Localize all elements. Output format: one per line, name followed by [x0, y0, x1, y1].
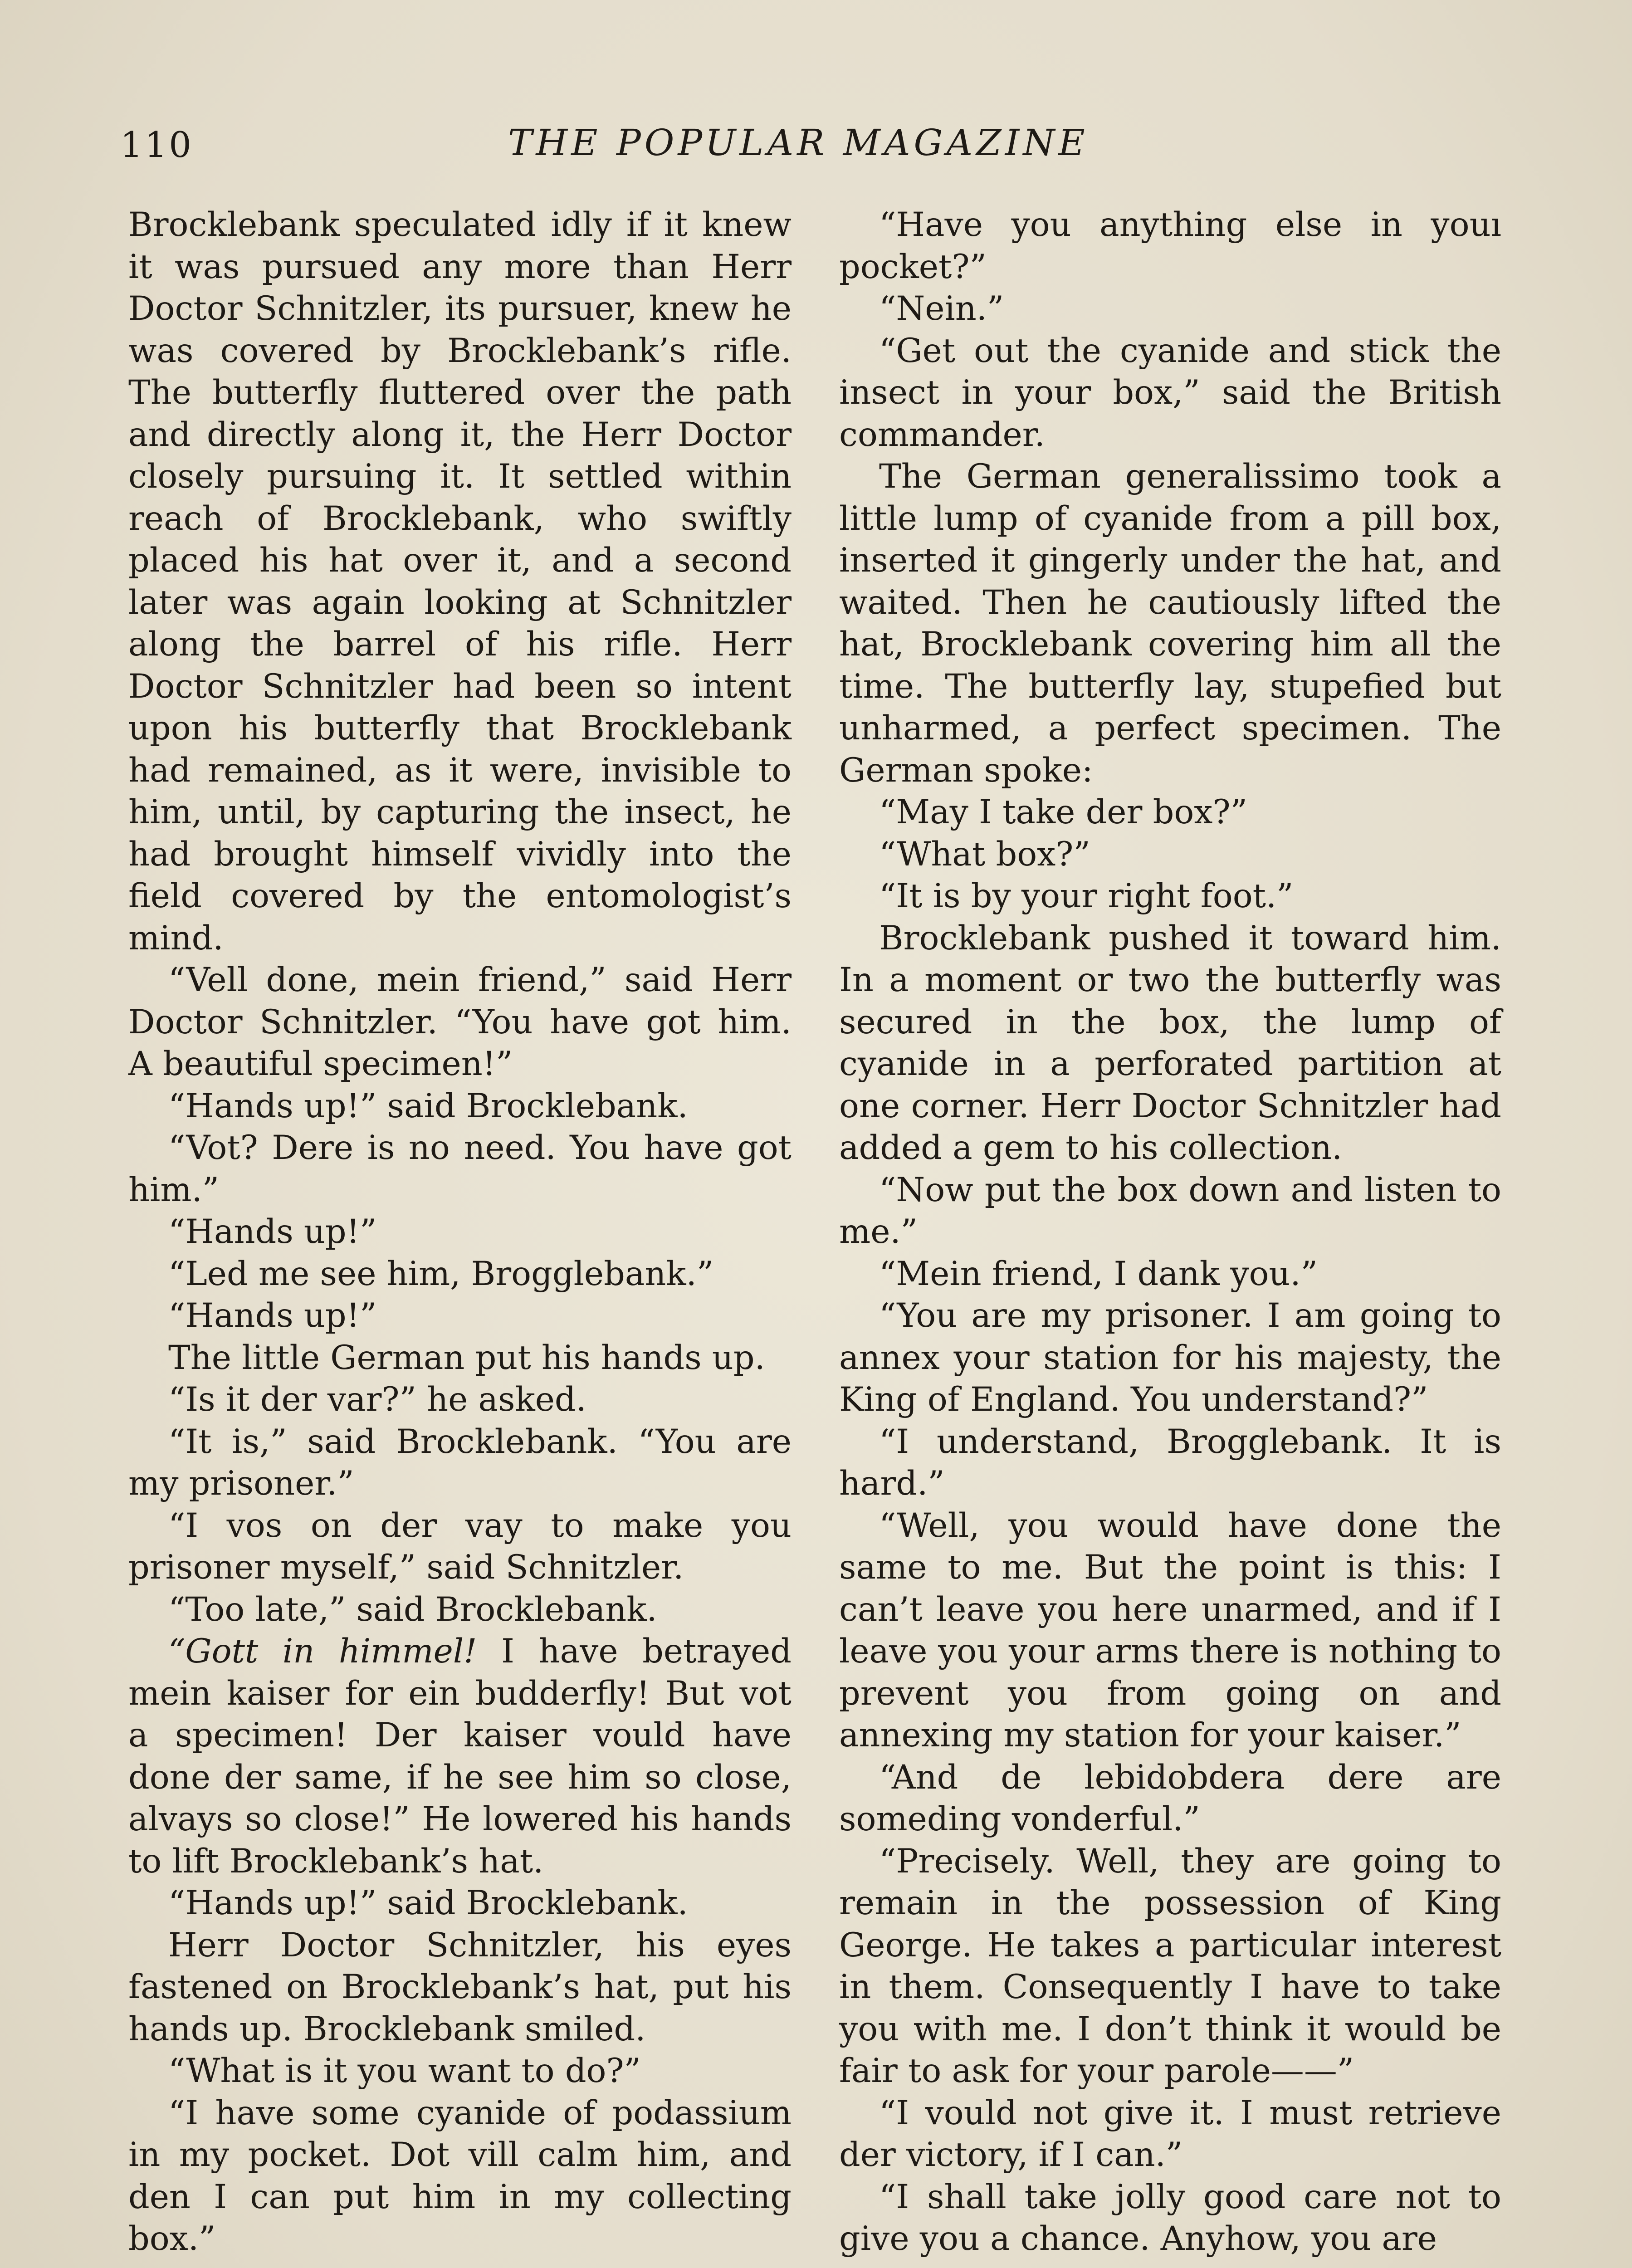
paragraph: Brocklebank speculated idly if it knew it was pursued any more than Herr Doctor Schnitzler, its pursuer, knew he was covered by Brocklebank’s rifle. The butterfly fluttered over the path and directly along it, the Herr Doctor closely pursuing it. It settled within reach of Brocklebank, who swiftly placed his hat over it, and a second later was again looking at Schnitzler along the barrel of his rifle. Herr Doctor Schnitzler had been so intent upon his butterfly that Brocklebank had remained, as it were, invisible to him, until, by capturing the insect, he had brought himself vividly into the field covered by the entomologist’s mind.	[128, 205, 792, 958]
paragraph: “It is,” said Brocklebank. “You are my prisoner.”	[128, 1422, 792, 1503]
italic-exclamation: “Gott in himmel!	[168, 1632, 477, 1671]
paragraph: “It is by your right foot.”	[879, 877, 1294, 915]
paragraph: “What is it you want to do?”	[168, 2052, 641, 2090]
running-head: THE POPULAR MAGAZINE	[508, 122, 1089, 164]
paragraph: “Hands up!”	[168, 1296, 377, 1335]
paragraph: The German generalissimo took a little lump of cyanide from a pill box, inserted it gingerly under the hat, and waited. Then he cautiously lifted the hat, Brocklebank covering him all the time. The butterfly lay, stupefied but unharmed, a perfect specimen. The German spoke:	[839, 457, 1501, 790]
paragraph: “And de lebidobdera dere are someding vonderful.”	[839, 1758, 1501, 1838]
paragraph: “May I take der box?”	[879, 793, 1247, 831]
paragraph: “Nein.”	[879, 289, 1004, 328]
paragraph: “Mein friend, I dank you.”	[879, 1254, 1318, 1293]
paragraph: “Vot? Dere is no need. You have got him.”	[128, 1129, 792, 1209]
paragraph: “Well, you would have done the same to me. But the point is this: I can’t leave you here unarmed, and if I leave you your arms there is nothing to prevent you from going on and annexing my station for your kaiser.”	[839, 1506, 1501, 1755]
paragraph: “Led me see him, Brogglebank.”	[168, 1254, 714, 1293]
paragraph-text: I have betrayed mein kaiser for ein budderfly! But vot a specimen! Der kaiser vould have done der same, if he see him so close, alvays so close!” He lowered his hands to lift Brocklebank’s hat.	[128, 1632, 792, 1881]
paragraph: “Hands up!” said Brocklebank.	[168, 1086, 688, 1125]
paragraph: Brocklebank pushed it toward him. In a moment or two the butterfly was secured in the box, the lump of cyanide in a perforated partition at one corner. Herr Doctor Schnitzler had added a gem to his collection.	[839, 919, 1501, 1167]
paragraph: Herr Doctor Schnitzler, his eyes fastened on Brocklebank’s hat, put his hands up. Brocklebank smiled.	[128, 1926, 792, 2048]
paragraph: “I understand, Brogglebank. It is hard.”	[839, 1422, 1501, 1503]
paragraph: “Vell done, mein friend,” said Herr Doctor Schnitzler. “You have got him. A beautiful specimen!”	[128, 961, 792, 1083]
paragraph: “You are my prisoner. I am going to annex your station for his majesty, the King of England. You understand?”	[839, 1296, 1501, 1419]
paragraph: “I shall take jolly good care not to give you a chance. Anyhow, you are	[839, 2177, 1501, 2258]
page-number: 110	[120, 125, 193, 166]
paragraph: “Now put the box down and listen to me.”	[839, 1170, 1501, 1251]
paragraph: “Hands up!”	[168, 1212, 377, 1251]
paragraph: “I vos on der vay to make you prisoner myself,” said Schnitzler.	[128, 1506, 792, 1587]
paragraph: “What box?”	[879, 835, 1090, 874]
paragraph: The little German put his hands up.	[168, 1338, 765, 1377]
right-column	[839, 204, 1501, 2260]
left-column	[128, 204, 792, 2260]
paragraph: “Have you anything else in youı pocket?”	[839, 205, 1501, 286]
paragraph: “I have some cyanide of podassium in my pocket. Dot vill calm him, and den I can put him in my collecting box.”	[128, 2093, 792, 2258]
paragraph: “I vould not give it. I must retrieve der victory, if I can.”	[839, 2093, 1501, 2174]
paragraph	[128, 1631, 792, 1882]
paragraph: “Get out the cyanide and stick the insect in your box,” said the British commander.	[839, 331, 1501, 454]
paragraph: “Is it der var?” he asked.	[168, 1380, 586, 1419]
paragraph: “Precisely. Well, they are going to remain in the possession of King George. He takes a particular interest in them. Consequently I have to take you with me. I don’t think it would be fair to ask for your parole——”	[839, 1842, 1501, 2090]
paragraph: “Too late,” said Brocklebank.	[168, 1590, 657, 1629]
paragraph: “Hands up!” said Brocklebank.	[168, 1884, 688, 1922]
